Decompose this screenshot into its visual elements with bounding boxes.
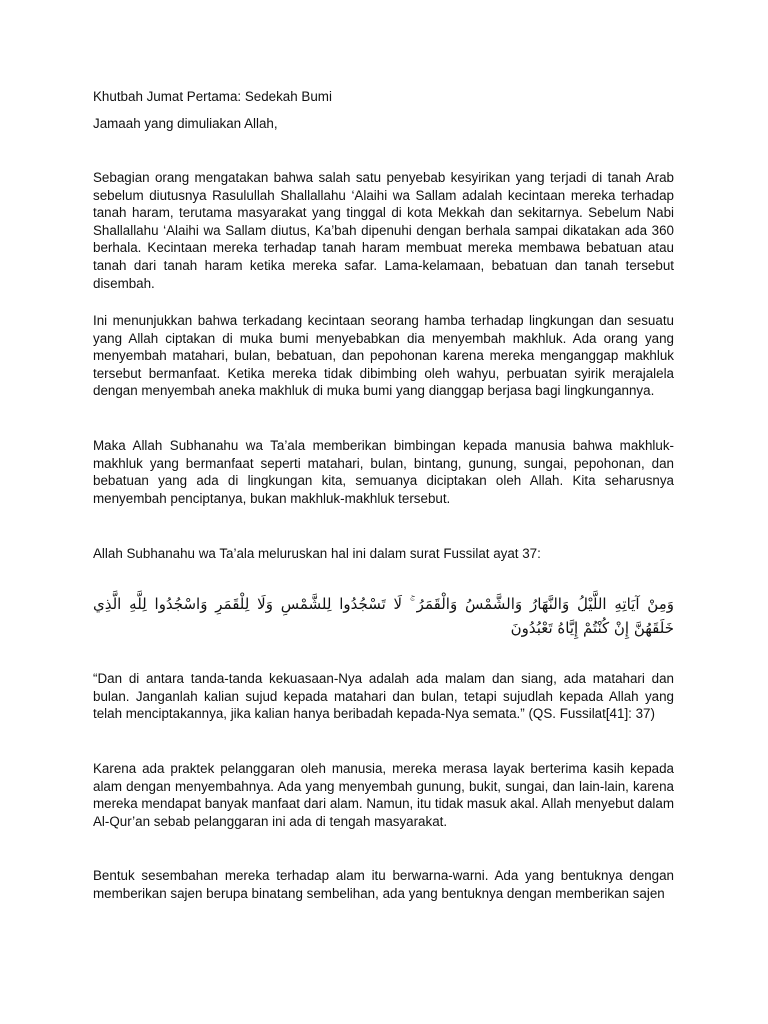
- verse-intro: Allah Subhanahu wa Ta’ala meluruskan hal ini dalam surat Fussilat ayat 37:: [93, 546, 541, 561]
- document-title: Khutbah Jumat Pertama: Sedekah Bumi: [93, 89, 332, 104]
- arabic-verse: وَمِنْ آيَاتِهِ اللَّيْلُ وَالنَّهَارُ وَالشَّمْسُ وَالْقَمَرُ ۚ لَا تَسْجُدُوا لِلشَّمْسِ وَلَا لِلْقَمَرِ وَاسْجُدُوا لِلَّهِ الَّذِي خَلَقَهُنَّ إِنْ كُنْتُمْ إِيَّاهُ تَعْبُدُونَ: [93, 595, 674, 637]
- paragraph-2: Ini menunjukkan bahwa terkadang kecintaan seorang hamba terhadap lingkungan dan sesuatu yang Allah ciptakan di muka bumi menyebabkan dia menyembah makhluk. Ada orang yang menyembah matahari, bulan, bebatuan, dan pepohonan karena mereka menganggap makhluk tersebut bermanfaat. Ketika mereka tidak dibimbing oleh wahyu, perbuatan syirik merajalela dengan menyembah aneka makhluk di muka bumi yang dianggap berjasa bagi lingkungannya.: [93, 313, 674, 399]
- paragraph-3: Maka Allah Subhanahu wa Ta’ala memberikan bimbingan kepada manusia bahwa makhluk-makhluk yang bermanfaat seperti matahari, bulan, bintang, gunung, sungai, pepohonan, dan bebatuan yang ada di lingkungan kita, semuanya diciptakan oleh Allah. Kita seharusnya menyembah penciptanya, bukan makhluk-makhluk tersebut.: [93, 438, 674, 506]
- paragraph-5: Karena ada praktek pelanggaran oleh manusia, mereka merasa layak berterima kasih kepada alam dengan menyembahnya. Ada yang menyembah gunung, bukit, sungai, dan lain-lain, karena mereka mendapat banyak manfaat dari alam. Namun, itu tidak masuk akal. Allah menyebut dalam Al-Qur’an sebab pelanggaran ini ada di tengah masyarakat.: [93, 761, 674, 829]
- paragraph-6: Bentuk sesembahan mereka terhadap alam itu berwarna-warni. Ada yang bentuknya dengan memberikan sajen berupa binatang sembelihan, ada yang bentuknya dengan memberikan sajen: [93, 868, 674, 901]
- verse-translation: “Dan di antara tanda-tanda kekuasaan-Nya adalah ada malam dan siang, ada matahari dan bulan. Janganlah kalian sujud kepada matahari dan bulan, tetapi sujudlah kepada Allah yang telah menciptakannya, jika kalian hanya beribadah kepada-Nya semata.” (QS. Fussilat[41]: 37): [93, 671, 674, 722]
- paragraph-1: Sebagian orang mengatakan bahwa salah satu penyebab kesyirikan yang terjadi di tanah Arab sebelum diutusnya Rasulullah Shallallahu ‘Alaihi wa Sallam adalah kecintaan mereka terhadap tanah haram, terutama masyarakat yang tinggal di kota Mekkah dan sekitarnya. Sebelum Nabi Shallallahu ‘Alaihi wa Sallam diutus, Ka’bah dipenuhi dengan berhala sampai dikatakan ada 360 berhala. Kecintaan mereka terhadap tanah haram membuat mereka membawa bebatuan atau tanah dari tanah haram ketika mereka safar. Lama-kelamaan, bebatuan dan tanah tersebut disembah.: [93, 170, 674, 291]
- greeting-line: Jamaah yang dimuliakan Allah,: [93, 116, 278, 131]
